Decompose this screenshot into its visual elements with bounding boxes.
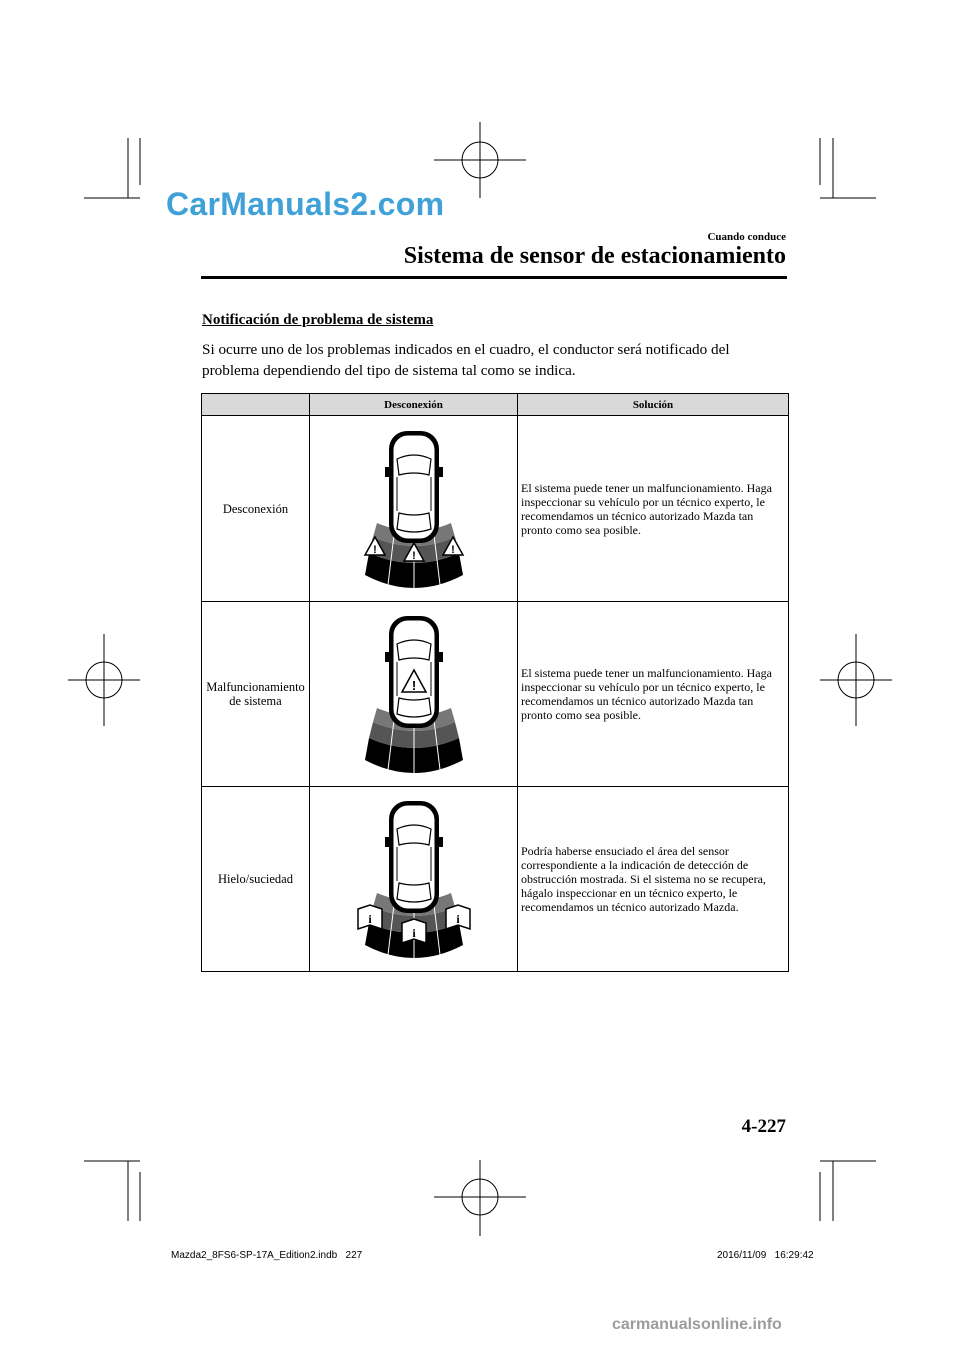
row-label: Desconexión [202, 416, 310, 602]
svg-text:!: ! [450, 543, 455, 556]
car-malfunction-warning-icon [359, 610, 469, 778]
table-row [202, 787, 789, 972]
section-subheading: Notificación de problema de sistema [202, 312, 434, 328]
table-row [202, 416, 789, 602]
table-header-empty [202, 394, 310, 416]
malfunction-diagram [310, 602, 518, 787]
row-solution: El sistema puede tener un malfuncionamiento. Haga inspeccionar su vehículo por un técnico experto, le recomendamos un técnico autorizado Mazda tan pronto como sea posible. [518, 602, 789, 787]
disconnection-diagram [310, 416, 518, 602]
table-row [202, 602, 789, 787]
table-header-solution: Solución [518, 394, 789, 416]
svg-text:i: i [411, 926, 416, 940]
ice-dirt-diagram [310, 787, 518, 972]
row-label: Malfuncionamiento de sistema [202, 602, 310, 787]
car-sensor-warning-icon [359, 425, 469, 593]
svg-text:i: i [367, 912, 372, 926]
row-label: Hielo/suciedad [202, 787, 310, 972]
footer-timestamp: 2016/11/09 16:29:42 [717, 1250, 814, 1261]
title-divider [201, 276, 787, 279]
svg-text:!: ! [372, 543, 377, 556]
row-solution: Podría haberse ensuciado el área del sensor correspondiente a la indicación de detección de obstrucción mostrada. Si el sistema no se recupera, hágalo inspeccionar en un técnico experto, le recomendamos un técnico autorizado Mazda. [518, 787, 789, 972]
site-logo: CarManuals2.com [166, 186, 445, 222]
page-number: 4-227 [741, 1116, 786, 1137]
svg-text:!: ! [411, 678, 416, 693]
svg-text:i: i [455, 912, 460, 926]
table-header-display: Desconexión [310, 394, 518, 416]
table-header-row [202, 394, 789, 416]
page-title: Sistema de sensor de estacionamiento [403, 243, 786, 269]
footer-filename: Mazda2_8FS6-SP-17A_Edition2.indb 227 [171, 1250, 363, 1261]
notification-table [201, 393, 789, 972]
intro-paragraph: Si ocurre uno de los problemas indicados en el cuadro, el conductor será notificado del problema dependiendo del tipo de sistema tal como se indica. [202, 341, 730, 379]
svg-text:!: ! [411, 549, 416, 562]
section-name: Cuando conduce [707, 231, 786, 243]
row-solution: El sistema puede tener un malfuncionamiento. Haga inspeccionar su vehículo por un técnico experto, le recomendamos un técnico autorizado Mazda tan pronto como sea posible. [518, 416, 789, 602]
car-ice-dirt-icon [354, 795, 474, 963]
watermark: carmanualsonline.info [612, 1316, 782, 1333]
